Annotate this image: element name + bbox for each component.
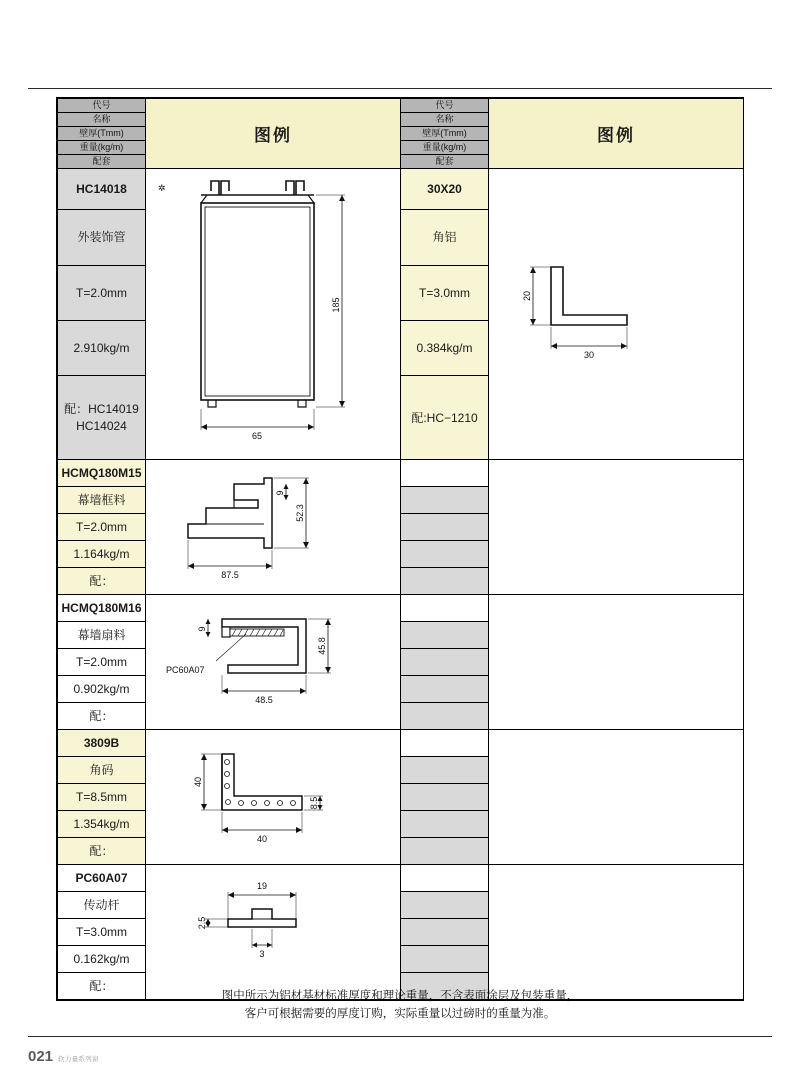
empty-figure-cell [489, 595, 744, 730]
profile-code-hcmq180m15: HCMQ180M15 [58, 460, 146, 487]
empty-cell [401, 595, 489, 622]
empty-cell [401, 514, 489, 541]
top-rule [28, 88, 772, 89]
header-figure-right: 图例 [489, 99, 744, 169]
figure-hcmq180m15 [146, 460, 401, 595]
header-label-code-right: 代号 [401, 99, 489, 113]
dim-40-h: 40 [256, 833, 268, 844]
profile-match-hc14018 [58, 376, 146, 460]
empty-cell [401, 946, 489, 973]
profile-thickness-hcmq180m15: T=2.0mm [58, 514, 146, 541]
dim-87-5: 87.5 [221, 569, 239, 580]
empty-cell [401, 568, 489, 595]
empty-cell [401, 811, 489, 838]
dim-3: 3 [259, 948, 265, 959]
empty-cell [401, 622, 489, 649]
header-label-name-left: 名称 [58, 113, 146, 127]
dim-19: 19 [256, 880, 268, 891]
profile-name-hc14018: 外装饰管 [58, 210, 146, 265]
header-label-weight-right: 重量(kg/m) [401, 141, 489, 155]
footnote-line-1: 图中所示为铝材基材标准厚度和理论重量，不含表面涂层及包装重量， [221, 990, 579, 1002]
empty-cell [401, 460, 489, 487]
dim-9: 9 [275, 489, 285, 496]
table-row [58, 169, 744, 210]
page-number: 021 [28, 1048, 54, 1065]
profile-match-30x20: 配:HC−1210 [401, 376, 489, 460]
profile-weight-3809b: 1.354kg/m [58, 811, 146, 838]
profile-thickness-pc60a07: T=3.0mm [58, 919, 146, 946]
profile-name-pc60a07: 传动杆 [58, 892, 146, 919]
profile-code-hc14018: HC14018 [58, 169, 146, 210]
footnote [56, 987, 744, 1024]
profile-name-3809b: 角码 [58, 757, 146, 784]
profile-match-pc60a07: 配： [58, 973, 146, 1000]
dim-48-5: 48.5 [255, 694, 273, 705]
dim-52-3: 52.3 [295, 503, 305, 522]
header-label-thickness-right: 壁厚(Tmm) [401, 127, 489, 141]
header-label-name-right: 名称 [401, 113, 489, 127]
dim-45-8: 45.8 [317, 636, 327, 655]
table-header-row [58, 99, 744, 113]
header-label-match-right: 配套 [401, 155, 489, 169]
note-pc60a07: PC60A07 [166, 664, 205, 675]
empty-cell [401, 838, 489, 865]
match-line-2: HC14024 [76, 418, 127, 433]
figure-pc60a07 [146, 865, 401, 1000]
profile-weight-hcmq180m15: 1.164kg/m [58, 541, 146, 568]
profile-thickness-30x20: T=3.0mm [401, 265, 489, 320]
bottom-rule [28, 1036, 772, 1037]
profile-code-pc60a07: PC60A07 [58, 865, 146, 892]
empty-cell [401, 676, 489, 703]
empty-cell [401, 865, 489, 892]
profile-match-hcmq180m16: 配： [58, 703, 146, 730]
table-row [58, 730, 744, 757]
empty-cell [401, 784, 489, 811]
dim-2-5: 2.5 [197, 916, 207, 929]
dim-20: 20 [522, 290, 532, 302]
profile-name-hcmq180m16: 幕墙扇料 [58, 622, 146, 649]
empty-cell [401, 757, 489, 784]
header-figure-left: 图例 [146, 99, 401, 169]
header-label-thickness-left: 壁厚(Tmm) [58, 127, 146, 141]
profile-weight-30x20: 0.384kg/m [401, 320, 489, 375]
asterisk-marker: ✲ [158, 183, 166, 193]
dim-65: 65 [251, 431, 263, 441]
header-label-match-left: 配套 [58, 155, 146, 169]
profile-code-hcmq180m16: HCMQ180M16 [58, 595, 146, 622]
dim-30: 30 [583, 350, 595, 360]
dim-8-5: 8.5 [309, 796, 319, 809]
profile-match-3809b: 配： [58, 838, 146, 865]
empty-cell [401, 919, 489, 946]
figure-3809b [146, 730, 401, 865]
profile-code-30x20: 30X20 [401, 169, 489, 210]
match-line-1: 配：HC14019 [64, 402, 139, 417]
empty-figure-cell [489, 460, 744, 595]
table-row [58, 595, 744, 622]
profile-match-hcmq180m15: 配： [58, 568, 146, 595]
empty-cell [401, 649, 489, 676]
table-row [58, 865, 744, 892]
profile-thickness-hc14018: T=2.0mm [58, 265, 146, 320]
page-number-block [28, 1048, 99, 1065]
profile-code-3809b: 3809B [58, 730, 146, 757]
footnote-line-2: 客户可根据需要的厚度订购，实际重量以过磅时的重量为准。 [244, 1008, 556, 1021]
profile-weight-pc60a07: 0.162kg/m [58, 946, 146, 973]
empty-cell [401, 487, 489, 514]
profile-thickness-hcmq180m16: T=2.0mm [58, 649, 146, 676]
table-row [58, 460, 744, 487]
figure-30x20 [489, 169, 744, 460]
header-label-code-left: 代号 [58, 99, 146, 113]
empty-figure-cell [489, 730, 744, 865]
brand-label: 软力量系列窗 [58, 1056, 99, 1063]
profile-weight-hcmq180m16: 0.902kg/m [58, 676, 146, 703]
profile-table [56, 97, 744, 1001]
profile-name-30x20: 角铝 [401, 210, 489, 265]
empty-cell [401, 730, 489, 757]
dim-9: 9 [197, 625, 207, 632]
empty-figure-cell [489, 865, 744, 1000]
profile-weight-hc14018: 2.910kg/m [58, 320, 146, 375]
profile-thickness-3809b: T=8.5mm [58, 784, 146, 811]
dim-185: 185 [331, 297, 341, 313]
figure-hc14018 [146, 169, 401, 460]
header-label-weight-left: 重量(kg/m) [58, 141, 146, 155]
empty-cell [401, 892, 489, 919]
empty-cell [401, 541, 489, 568]
profile-name-hcmq180m15: 幕墙框料 [58, 487, 146, 514]
figure-hcmq180m16 [146, 595, 401, 730]
empty-cell [401, 703, 489, 730]
dim-40-v: 40 [193, 776, 203, 787]
